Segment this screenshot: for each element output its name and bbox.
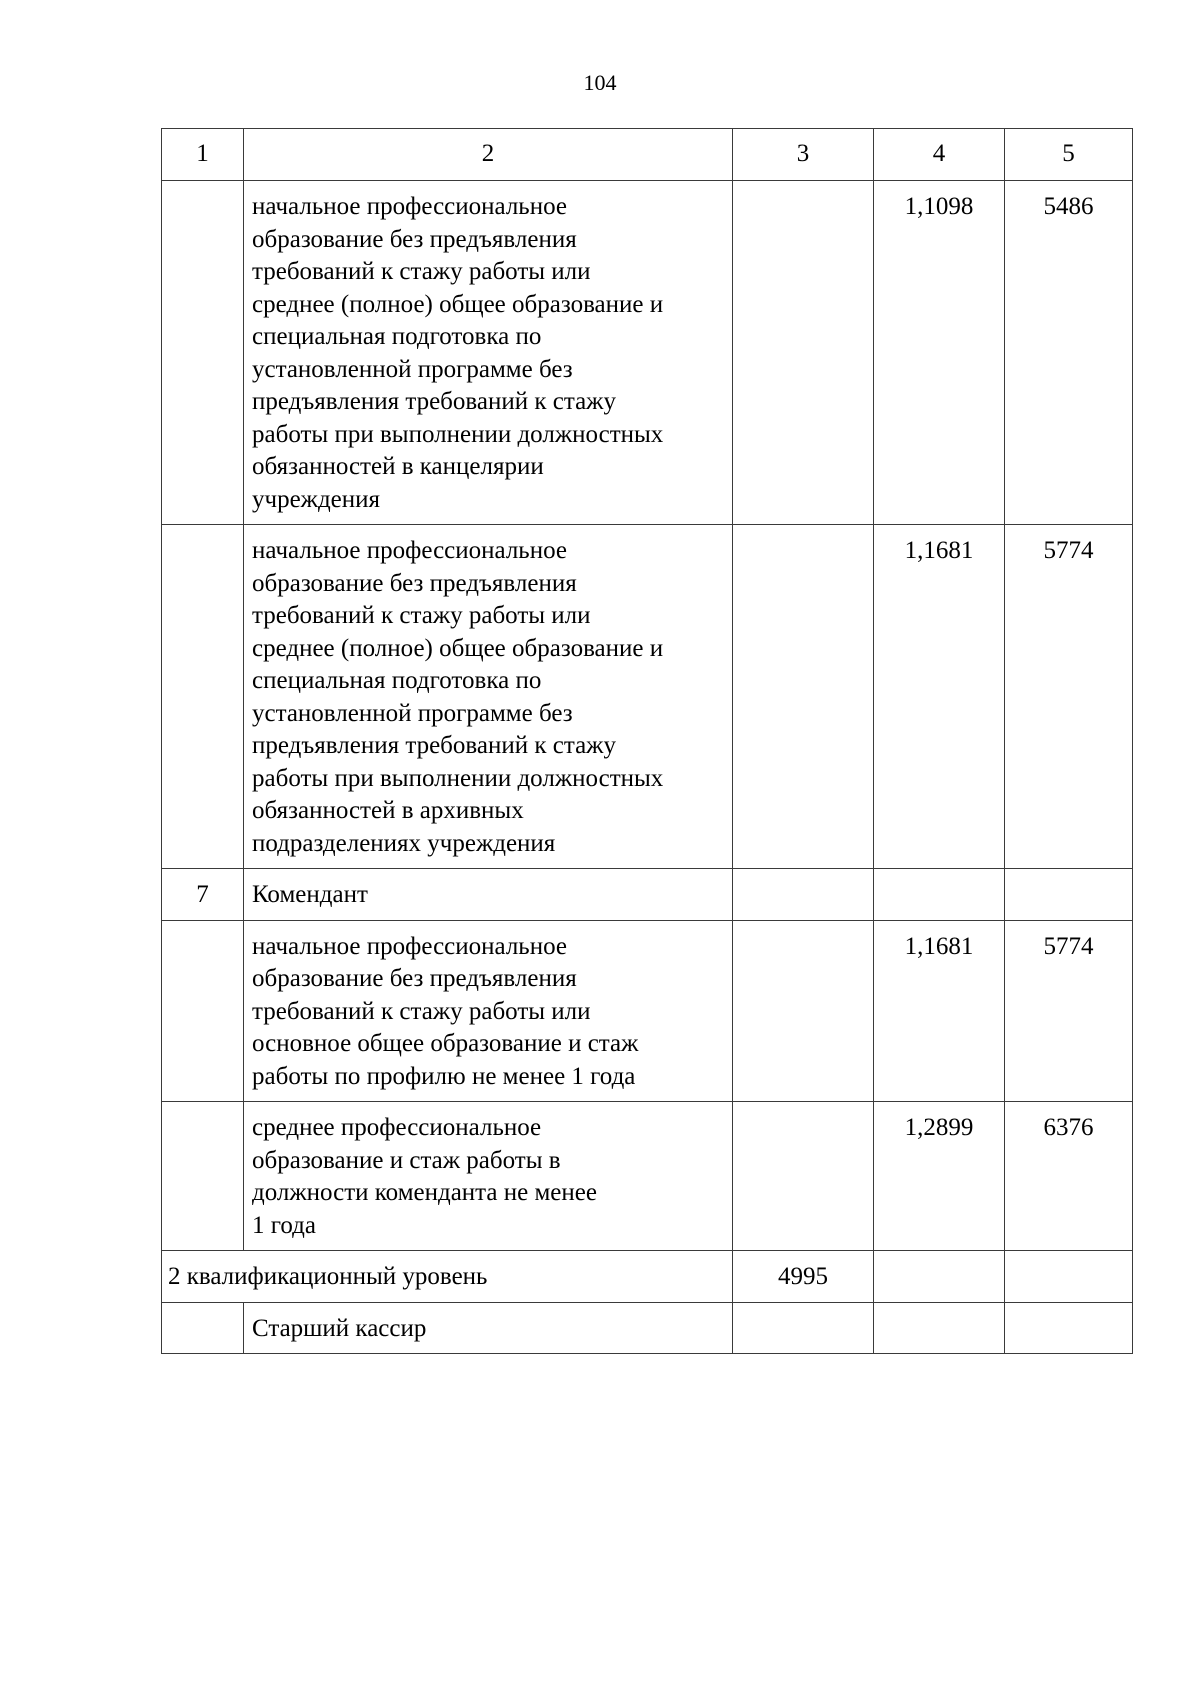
text-line: установленной программе без xyxy=(252,699,573,727)
text-line: образование без предъявления xyxy=(252,225,577,253)
position-description-cell xyxy=(244,869,733,921)
header-col-3: 3 xyxy=(733,129,874,181)
position-description-cell xyxy=(244,181,733,525)
text-line: Комендант xyxy=(252,881,368,908)
salary-cell xyxy=(1005,869,1133,921)
text-line: требований к стажу работы или xyxy=(252,258,591,285)
table-row xyxy=(162,181,1133,525)
position-description-cell xyxy=(244,1302,733,1354)
salary-cell xyxy=(1005,1251,1133,1303)
salary-cell: 6376 xyxy=(1005,1102,1133,1251)
coefficient-cell: 1,1098 xyxy=(874,181,1005,525)
text-line: начальное профессиональное xyxy=(252,193,567,220)
text-line: установленной программе без xyxy=(252,355,573,383)
text-line: обязанностей в архивных xyxy=(252,797,524,824)
text-line: основное общее образование и стаж xyxy=(252,1030,639,1057)
salary-cell: 5486 xyxy=(1005,181,1133,525)
coefficient-cell: 1,2899 xyxy=(874,1102,1005,1251)
coefficient-cell xyxy=(874,869,1005,921)
text-line: среднее профессиональное xyxy=(252,1114,542,1141)
text-line: должности коменданта не менее xyxy=(252,1179,597,1206)
position-description-cell xyxy=(244,525,733,869)
text-line: среднее (полное) общее образование и xyxy=(252,634,664,662)
row-number-cell xyxy=(162,920,244,1102)
header-col-5: 5 xyxy=(1005,129,1133,181)
text-line: требований к стажу работы или xyxy=(252,602,591,629)
qualification-level-label: 2 квалификационный уровень xyxy=(162,1251,733,1303)
base-salary-cell xyxy=(733,1302,874,1354)
coefficient-cell: 1,1681 xyxy=(874,920,1005,1102)
text-line: образование и стаж работы в xyxy=(252,1146,561,1174)
text-line: 1 года xyxy=(252,1211,316,1239)
text-line: предъявления требований к стажу xyxy=(252,732,616,759)
row-number-cell xyxy=(162,1302,244,1354)
salary-cell: 5774 xyxy=(1005,525,1133,869)
base-salary-cell xyxy=(733,181,874,525)
text-line: работы при выполнении должностных xyxy=(252,764,664,792)
row-number-cell: 7 xyxy=(162,869,244,921)
text-line: образование без предъявления xyxy=(252,569,577,597)
text-line: требований к стажу работы или xyxy=(252,997,591,1025)
text-line: специальная подготовка по xyxy=(252,667,542,694)
coefficient-cell: 1,1681 xyxy=(874,525,1005,869)
table-header-row xyxy=(162,129,1133,181)
table-row xyxy=(162,525,1133,869)
text-line: обязанностей в канцелярии xyxy=(252,453,544,480)
row-number-cell xyxy=(162,525,244,869)
base-salary-cell: 4995 xyxy=(733,1251,874,1303)
text-line: учреждения xyxy=(252,485,381,513)
salary-cell xyxy=(1005,1302,1133,1354)
text-line: образование без предъявления xyxy=(252,965,577,992)
base-salary-cell xyxy=(733,1102,874,1251)
qualification-level-row xyxy=(162,1251,1133,1303)
base-salary-cell xyxy=(733,525,874,869)
row-number-cell xyxy=(162,1102,244,1251)
text-line: Старший кассир xyxy=(252,1314,427,1342)
text-line: предъявления требований к стажу xyxy=(252,388,616,415)
header-col-1: 1 xyxy=(162,129,244,181)
text-line: начальное профессиональное xyxy=(252,537,567,564)
text-line: работы по профилю не менее 1 года xyxy=(252,1062,636,1090)
position-description-cell xyxy=(244,1102,733,1251)
text-line: работы при выполнении должностных xyxy=(252,420,664,448)
table-row xyxy=(162,1302,1133,1354)
table-row xyxy=(162,1102,1133,1251)
base-salary-cell xyxy=(733,920,874,1102)
salary-cell: 5774 xyxy=(1005,920,1133,1102)
text-line: среднее (полное) общее образование и xyxy=(252,290,664,318)
text-line: подразделениях учреждения xyxy=(252,829,556,857)
header-col-4: 4 xyxy=(874,129,1005,181)
row-number-cell xyxy=(162,181,244,525)
text-line: специальная подготовка по xyxy=(252,323,542,350)
coefficient-cell xyxy=(874,1251,1005,1303)
base-salary-cell xyxy=(733,869,874,921)
table-row xyxy=(162,920,1133,1102)
position-description-cell xyxy=(244,920,733,1102)
text-line: начальное профессиональное xyxy=(252,932,567,960)
table-row xyxy=(162,869,1133,921)
coefficient-cell xyxy=(874,1302,1005,1354)
salary-table xyxy=(161,128,1133,1354)
header-col-2: 2 xyxy=(244,129,733,181)
page-number: 104 xyxy=(583,70,617,95)
